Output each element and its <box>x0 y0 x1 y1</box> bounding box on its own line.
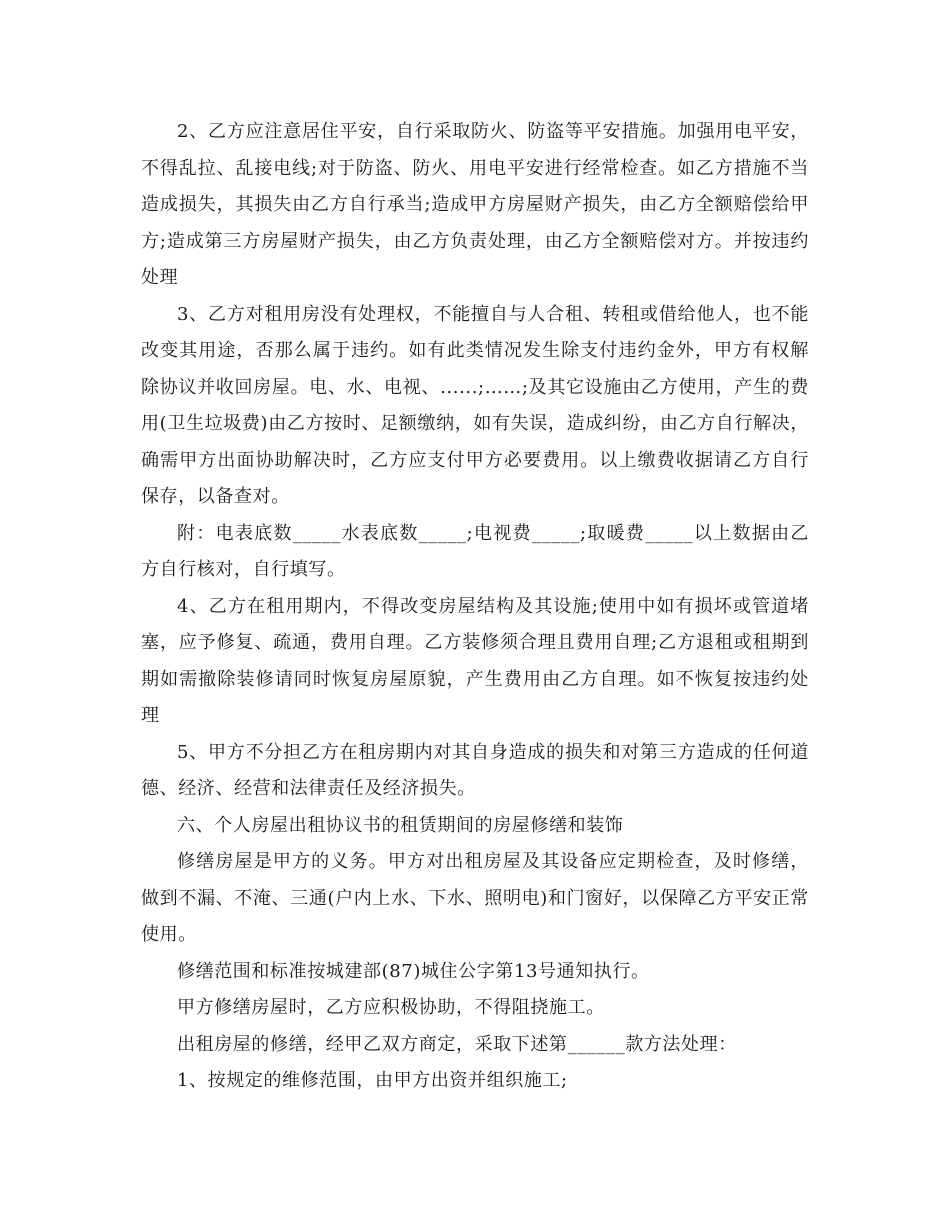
meter-readings-note: 附：电表底数_____水表底数_____;电视费_____;取暖费_____以上数据由乙方自行核对，自行填写。 <box>141 522 809 580</box>
repair-cooperation-paragraph: 甲方修缮房屋时，乙方应积极协助，不得阻挠施工。 <box>177 997 605 1018</box>
clause-3-disposal-rights: 3、乙方对租用房没有处理权，不能擅自与人合租、转租或借给他人，也不能改变其用途，否那么属于违约。如有此类情况发生除支付违约金外，甲方有权解除协议并收回房屋。电、水、电视、......;……;及其它设施由乙方使用，产生的费用(卫生垃圾费)由乙方按时、足额缴纳，如有失误，造成纠纷，由乙方自行解决，确需甲方出面协助解决时，乙方应支付甲方必要费用。以上缴费收据请乙方自行保存，以备查对。 <box>141 303 809 507</box>
repair-obligation-paragraph: 修缮房屋是甲方的义务。甲方对出租房屋及其设备应定期检查，及时修缮，做到不漏、不淹、三通(户内上水、下水、照明电)和门窗好，以保障乙方平安正常使用。 <box>141 851 809 945</box>
clause-5-liability: 5、甲方不分担乙方在租房期内对其自身造成的损失和对第三方造成的任何道德、经济、经营和法律责任及经济损失。 <box>141 741 809 799</box>
repair-option-1: 1、按规定的维修范围，由甲方出资并组织施工; <box>177 1070 568 1091</box>
clause-2-residence-safety: 2、乙方应注意居住平安，自行采取防火、防盗等平安措施。加强用电平安，不得乱拉、乱接电线;对于防盗、防火、用电平安进行经常检查。如乙方措施不当造成损失，其损失由乙方自行承当;造成甲方房屋财产损失，由乙方全额赔偿给甲方;造成第三方房屋财产损失，由乙方负责处理，由乙方全额赔偿对方。并按违约处理 <box>141 121 809 288</box>
section-6-heading: 六、个人房屋出租协议书的租赁期间的房屋修缮和装饰 <box>177 814 624 836</box>
document-body <box>141 114 809 1100</box>
clause-4-structure-and-renovation: 4、乙方在租用期内，不得改变房屋结构及其设施;使用中如有损坏或管道堵塞，应予修复、疏通，费用自理。乙方装修须合理且费用自理;乙方退租或租期到期如需撤除装修请同时恢复房屋原貌，产生费用由乙方自理。如不恢复按违约处理 <box>141 595 809 726</box>
repair-scope-paragraph: 修缮范围和标准按城建部(87)城住公字第13号通知执行。 <box>177 960 650 982</box>
repair-method-paragraph: 出租房屋的修缮，经甲乙双方商定，采取下述第______款方法处理： <box>177 1033 737 1055</box>
